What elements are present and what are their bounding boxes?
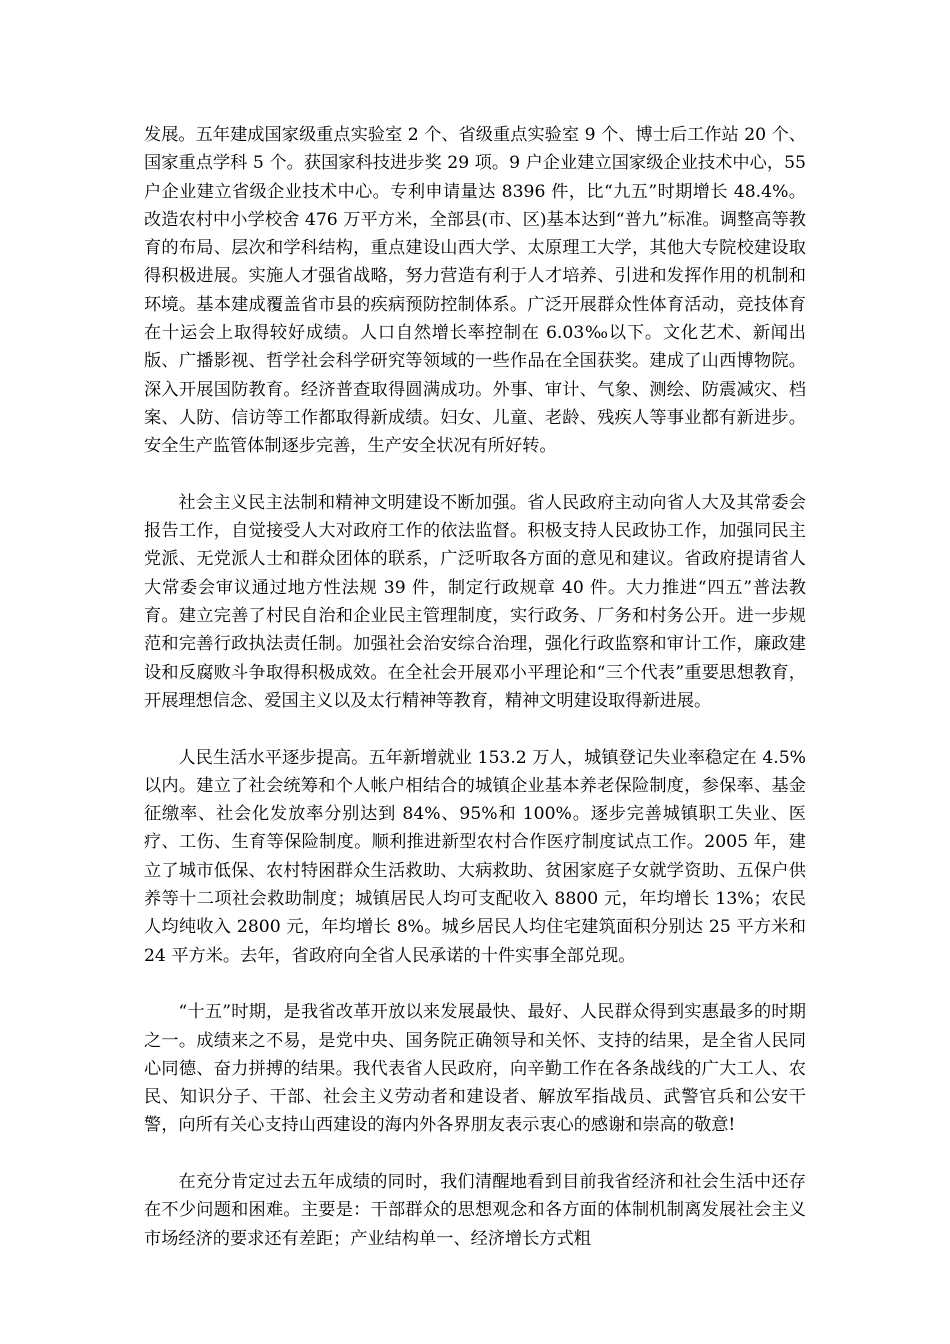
document-body <box>144 121 806 1253</box>
paragraph-education-science: 发展。五年建成国家级重点实验室 2 个、省级重点实验室 9 个、博士后工作站 20 个、国家重点学科 5 个。获国家科技进步奖 29 项。9 户企业建立国家级企业技术中心，55 户企业建立省级企业技术中心。专利申请量达 8396 件，比“九五”时期增长 48.4%。改造农村中小学校舍 476 万平方米，全部县(市、区)基本达到“普九”标准。调整高等教育的布局、层次和学科结构，重点建设山西大学、太原理工大学，其他大专院校建设取得积极进展。实施人才强省战略，努力营造有利于人才培养、引进和发挥作用的机制和环境。基本建成覆盖省市县的疾病预防控制体系。广泛开展群众性体育活动，竞技体育在十运会上取得较好成绩。人口自然增长率控制在 6.03‰以下。文化艺术、新闻出版、广播影视、哲学社会科学研究等领域的一些作品在全国获奖。建成了山西博物院。深入开展国防教育。经济普查取得圆满成功。外事、审计、气象、测绘、防震减灾、档案、人防、信访等工作都取得新成绩。妇女、儿童、老龄、残疾人等事业都有新进步。安全生产监管体制逐步完善，生产安全状况有所好转。 <box>144 125 806 457</box>
paragraph-living-standards: 人民生活水平逐步提高。五年新增就业 153.2 万人，城镇登记失业率稳定在 4.5%以内。建立了社会统筹和个人帐户相结合的城镇企业基本养老保险制度，参保率、基金征缴率、社会化发放率分别达到 84%、95%和 100%。逐步完善城镇职工失业、医疗、工伤、生育等保险制度。顺利推进新型农村合作医疗制度试点工作。2005 年，建立了城市低保、农村特困群众生活救助、大病救助、贫困家庭子女就学资助、五保户供养等十二项社会救助制度；城镇居民人均可支配收入 8800 元，年均增长 13%；农民人均纯收入 2800 元，年均增长 8%。城乡居民人均住宅建筑面积分别达 25 平方米和 24 平方米。去年，省政府向全省人民承诺的十件实事全部兑现。 <box>144 747 806 966</box>
paragraph-acknowledgement: “十五”时期，是我省改革开放以来发展最快、最好、人民群众得到实惠最多的时期之一。成绩来之不易，是党中央、国务院正确领导和关怀、支持的结果，是全省人民同心同德、奋力拼搏的结果。我代表省人民政府，向辛勤工作在各条战线的广大工人、农民、知识分子、干部、社会主义劳动者和建设者、解放军指战员、武警官兵和公安干警，向所有关心支持山西建设的海内外各界朋友表示衷心的感谢和崇高的敬意! <box>144 1002 806 1136</box>
paragraph-problems: 在充分肯定过去五年成绩的同时，我们清醒地看到目前我省经济和社会生活中还存在不少问题和困难。主要是：干部群众的思想观念和各方面的体制机制离发展社会主义市场经济的要求还有差距；产业结构单一、经济增长方式粗 <box>144 1171 806 1249</box>
paragraph-democracy-legal: 社会主义民主法制和精神文明建设不断加强。省人民政府主动向省人大及其常委会报告工作，自觉接受人大对政府工作的依法监督。积极支持人民政协工作，加强同民主党派、无党派人士和群众团体的联系，广泛听取各方面的意见和建议。省政府提请省人大常委会审议通过地方性法规 39 件，制定行政规章 40 件。大力推进“四五”普法教育。建立完善了村民自治和企业民主管理制度，实行政务、厂务和村务公开。进一步规范和完善行政执法责任制。加强社会治安综合治理，强化行政监察和审计工作，廉政建设和反腐败斗争取得积极成效。在全社会开展邓小平理论和“三个代表”重要思想教育，开展理想信念、爱国主义以及太行精神等教育，精神文明建设取得新进展。 <box>144 492 806 711</box>
